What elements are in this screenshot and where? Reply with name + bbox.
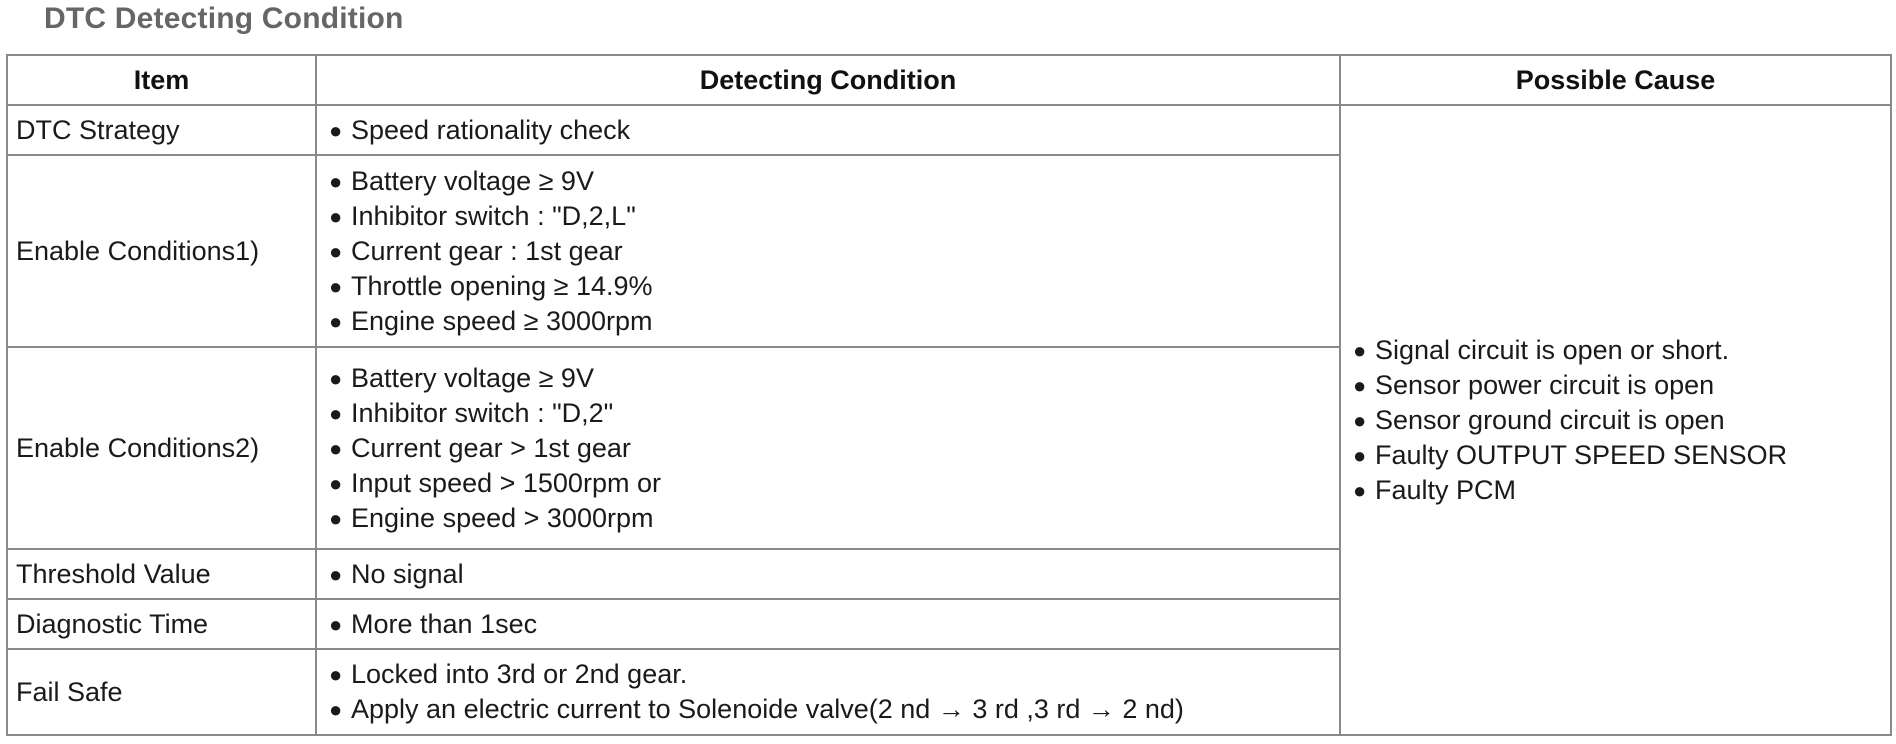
item-cell: Threshold Value	[7, 549, 316, 599]
condition-text: Current gear > 1st gear	[351, 432, 631, 463]
item-cell: Enable Conditions2)	[7, 347, 316, 549]
condition-text: Battery voltage ≥ 9V	[351, 165, 594, 196]
condition-text: Locked into 3rd or 2nd gear.	[351, 659, 688, 689]
list-item	[325, 269, 1331, 304]
header-item: Item	[7, 55, 316, 105]
list-item	[325, 304, 1331, 339]
bullet-icon: ●	[329, 400, 343, 426]
condition-list	[325, 657, 1331, 727]
condition-text: Engine speed ≥ 3000rpm	[351, 305, 653, 336]
bullet-icon: ●	[1353, 477, 1367, 503]
condition-list	[325, 557, 1331, 592]
bullet-icon: ●	[1353, 442, 1367, 468]
condition-text: No signal	[351, 558, 464, 589]
table-header-row	[7, 55, 1891, 105]
list-item	[325, 557, 1331, 592]
bullet-icon: ●	[329, 470, 343, 496]
condition-text: Inhibitor switch : "D,2"	[351, 397, 614, 428]
bullet-icon: ●	[329, 662, 343, 687]
condition-cell	[316, 155, 1340, 347]
condition-text: Inhibitor switch : "D,2,L"	[351, 200, 636, 231]
condition-cell	[316, 347, 1340, 549]
bullet-icon: ●	[329, 238, 343, 264]
cause-text: Faulty PCM	[1375, 474, 1517, 505]
item-cell: Diagnostic Time	[7, 599, 316, 649]
list-item	[1349, 438, 1882, 473]
list-item	[325, 657, 1331, 692]
list-item	[325, 607, 1331, 642]
bullet-icon: ●	[1353, 407, 1367, 433]
list-item	[325, 692, 1331, 727]
cause-text: Sensor ground circuit is open	[1375, 404, 1725, 435]
list-item	[325, 113, 1331, 148]
item-cell: DTC Strategy	[7, 105, 316, 155]
bullet-icon: ●	[329, 168, 343, 194]
item-cell: Enable Conditions1)	[7, 155, 316, 347]
item-cell: Fail Safe	[7, 649, 316, 735]
condition-text: Throttle opening ≥ 14.9%	[351, 270, 653, 301]
condition-list	[325, 361, 1331, 536]
condition-text: Current gear : 1st gear	[351, 235, 623, 266]
list-item	[1349, 368, 1882, 403]
condition-text: More than 1sec	[351, 608, 538, 639]
condition-text: Battery voltage ≥ 9V	[351, 362, 594, 393]
bullet-icon: ●	[329, 203, 343, 229]
bullet-icon: ●	[329, 273, 343, 299]
possible-cause-list	[1349, 333, 1882, 508]
list-item	[325, 431, 1331, 466]
list-item	[1349, 333, 1882, 368]
dtc-condition-table	[6, 54, 1892, 736]
bullet-icon: ●	[1353, 337, 1367, 363]
bullet-icon: ●	[329, 308, 343, 334]
list-item	[325, 199, 1331, 234]
list-item	[325, 361, 1331, 396]
bullet-icon: ●	[329, 611, 343, 637]
list-item	[325, 466, 1331, 501]
bullet-icon: ●	[1353, 372, 1367, 398]
cause-text: Sensor power circuit is open	[1375, 369, 1715, 400]
condition-text: Input speed > 1500rpm or	[351, 467, 661, 498]
cause-text: Faulty OUTPUT SPEED SENSOR	[1375, 439, 1788, 470]
condition-cell	[316, 599, 1340, 649]
list-item	[1349, 403, 1882, 438]
condition-text: Speed rationality check	[351, 114, 631, 145]
bullet-icon: ●	[329, 697, 343, 722]
cause-text: Signal circuit is open or short.	[1375, 334, 1730, 365]
condition-text: Apply an electric current to Solenoide valve(2 nd → 3 rd ,3 rd → 2 nd)	[351, 694, 1184, 724]
list-item	[1349, 473, 1882, 508]
condition-list	[325, 164, 1331, 339]
condition-cell	[316, 105, 1340, 155]
header-possible-cause: Possible Cause	[1340, 55, 1891, 105]
condition-cell	[316, 549, 1340, 599]
list-item	[325, 234, 1331, 269]
list-item	[325, 396, 1331, 431]
possible-cause-cell	[1340, 105, 1891, 735]
bullet-icon: ●	[329, 435, 343, 461]
bullet-icon: ●	[329, 561, 343, 587]
condition-text: Engine speed > 3000rpm	[351, 502, 654, 533]
condition-list	[325, 607, 1331, 642]
header-detecting-condition: Detecting Condition	[316, 55, 1340, 105]
bullet-icon: ●	[329, 365, 343, 391]
page-title: DTC Detecting Condition	[44, 2, 404, 35]
condition-cell	[316, 649, 1340, 735]
condition-list	[325, 113, 1331, 148]
bullet-icon: ●	[329, 117, 343, 143]
list-item	[325, 164, 1331, 199]
bullet-icon: ●	[329, 505, 343, 531]
table-row	[7, 105, 1891, 155]
list-item	[325, 501, 1331, 536]
